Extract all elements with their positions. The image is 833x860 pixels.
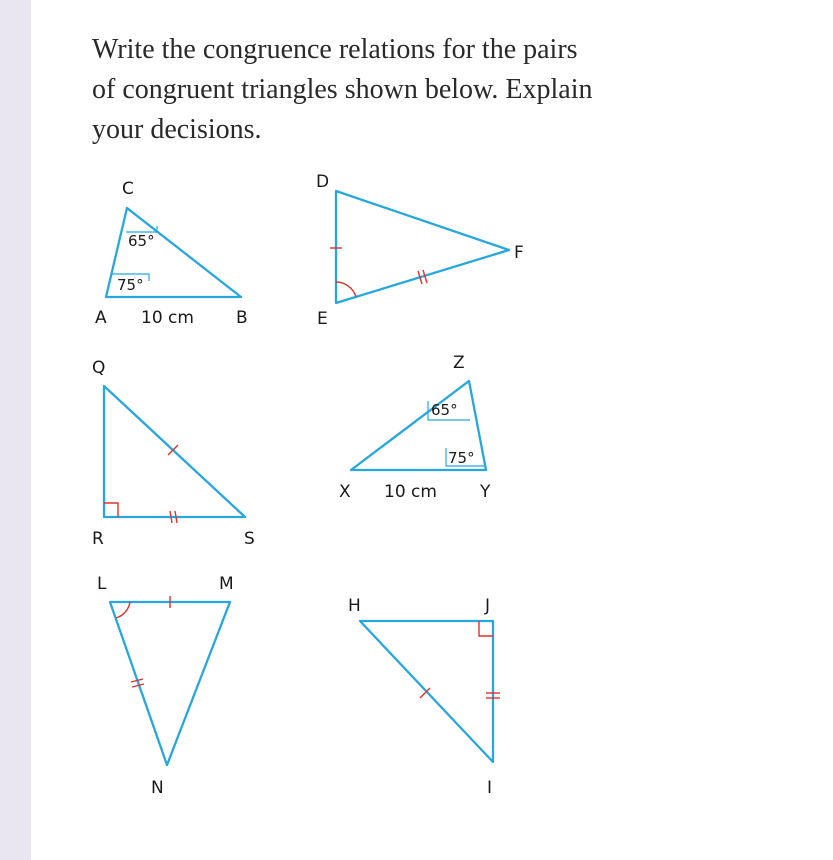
triangle-qrs [92, 358, 255, 549]
vertex-label-f: F [514, 243, 524, 263]
triangle-lmn-shape [110, 602, 230, 765]
triangle-def [316, 172, 524, 329]
vertex-label-a: A [95, 308, 107, 328]
vertex-label-b: B [236, 308, 248, 328]
angle-label-z: 65° [431, 401, 458, 419]
triangle-xyz [339, 353, 491, 502]
vertex-label-n: N [151, 778, 164, 798]
vertex-label-l: L [97, 574, 107, 594]
triangle-def-shape [336, 191, 509, 303]
vertex-label-s: S [244, 529, 255, 549]
vertex-label-r: R [92, 529, 104, 549]
question-line-3: your decisions. [92, 114, 262, 145]
vertex-label-m: M [219, 574, 234, 594]
angle-label-c: 65° [128, 232, 155, 250]
vertex-label-q: Q [92, 358, 106, 378]
right-angle-mark-j [479, 621, 493, 636]
vertex-label-y: Y [480, 482, 491, 502]
vertex-label-i: I [487, 778, 493, 798]
side-label-xy: 10 cm [384, 482, 437, 502]
triangle-qrs-shape [104, 386, 245, 517]
vertex-label-x: X [339, 482, 351, 502]
question-line-1: Write the congruence relations for the pairs [92, 34, 578, 65]
vertex-label-d: D [316, 172, 330, 192]
tick-mark-rs-2 [175, 511, 177, 523]
tick-mark-rs-1 [170, 511, 172, 523]
vertex-label-h: H [348, 596, 361, 616]
right-angle-mark-r [104, 503, 118, 517]
angle-label-y: 75° [448, 449, 475, 467]
angle-label-a: 75° [117, 276, 144, 294]
triangle-lmn [97, 574, 234, 798]
side-label-ab: 10 cm [141, 308, 194, 328]
triangle-abc [95, 179, 248, 328]
angle-arc-l [116, 602, 130, 618]
vertex-label-e: E [317, 309, 328, 329]
triangle-hij [348, 596, 500, 798]
angle-arc-e [336, 282, 356, 297]
vertex-label-c: C [122, 179, 134, 199]
vertex-label-z: Z [453, 353, 465, 373]
question-line-2: of congruent triangles shown below. Explain [92, 74, 593, 105]
vertex-label-j: J [485, 596, 491, 616]
